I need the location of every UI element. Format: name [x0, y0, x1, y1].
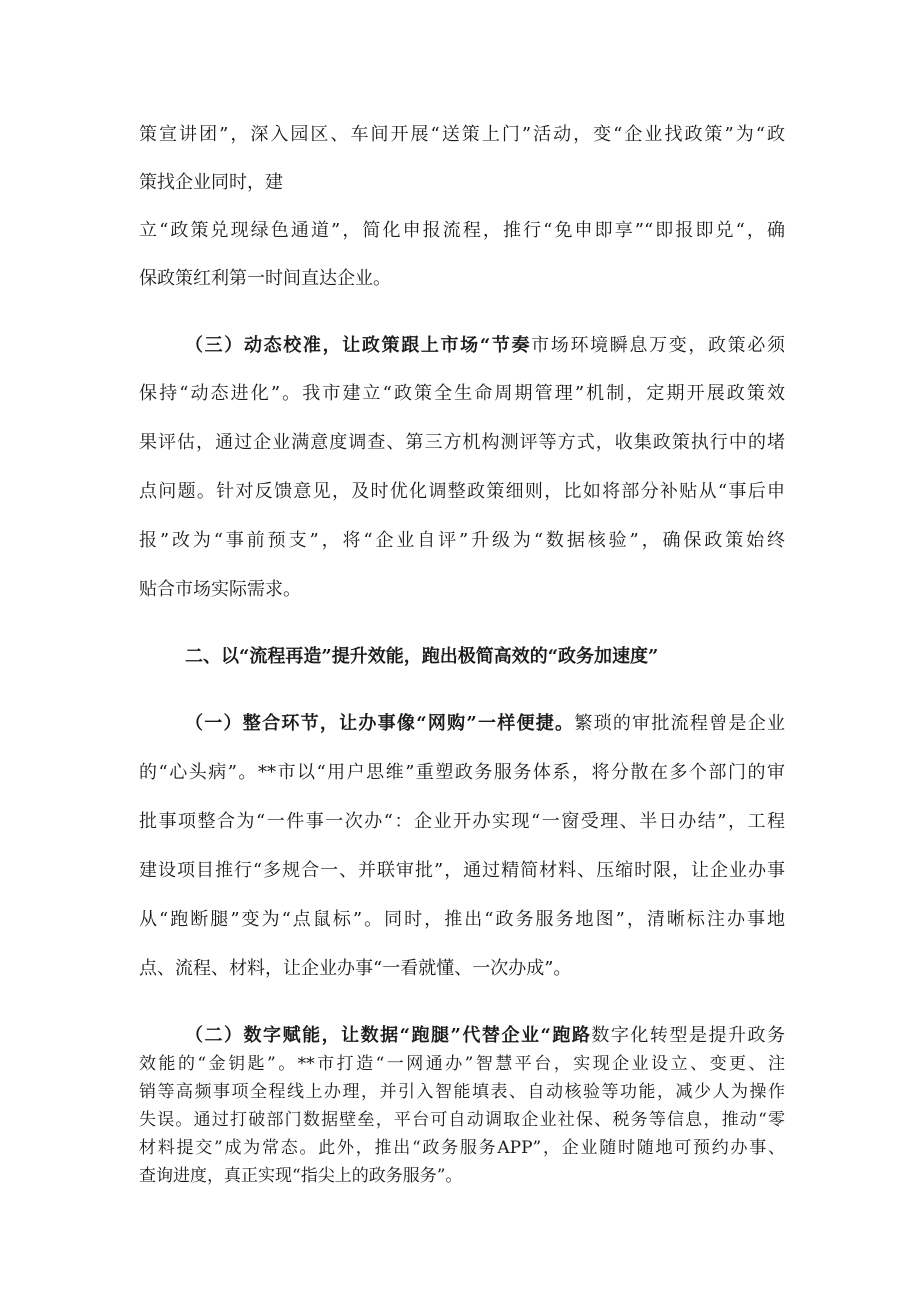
text-line: 查询进度，真正实现“指尖上的政务服务”。	[139, 1166, 463, 1186]
text-line	[185, 334, 785, 358]
text-line	[185, 1024, 785, 1048]
text-line: 果评估，通过企业满意度调查、第三方机构测评等方式，收集政策执行中的堵	[139, 432, 785, 453]
text-line: 材料提交”成为常态。此外，推出“政务服务APP”，企业随时随地可预约办事、	[139, 1138, 785, 1158]
text-line: 报”改为“事前预支”，将“企业自评”升级为“数据核验”，确保政策始终	[139, 530, 785, 551]
text-span: 繁琐的审批流程曾是企业	[574, 713, 785, 734]
text-span: 数字化转型是提升政务	[591, 1025, 786, 1046]
text-line: 建设项目推行“多规合一、并联审批”，通过精简材料、压缩时限，让企业办事	[139, 860, 785, 881]
text-line: 的“心头病”。**市以“用户思维”重塑政务服务体系，将分散在多个部门的审	[139, 762, 785, 783]
text-line: 策找企业同时，建	[139, 172, 283, 193]
text-line: 立“政策兑现绿色通道”，简化申报流程，推行“免申即享”“即报即兑“，确	[139, 220, 785, 241]
subsection-heading: （二）数字赋能，让数据“跑腿”代替企业“跑路	[185, 1025, 592, 1046]
text-span: 市场环境瞬息万变，政策必须	[531, 335, 785, 356]
text-line: 贴合市场实际需求。	[139, 579, 301, 600]
text-line: 保持“动态进化”。我市建立“政策全生命周期管理”机制，定期开展政策效	[139, 383, 785, 404]
text-line: 点、流程、材料，让企业办事“一看就懂、一次办成”。	[139, 958, 572, 979]
text-line: 销等高频事项全程线上办理，并引入智能填表、自动核验等功能，减少人为操作	[139, 1082, 785, 1102]
subsection-heading: （三）动态校准，让政策跟上市场“节奏	[185, 335, 532, 356]
text-line: 保政策红利第一时间直达企业。	[139, 268, 391, 289]
section-title: 二、以“流程再造”提升效能，跑出极简高效的“政务加速度”	[185, 646, 659, 667]
text-line: 点问题。针对反馈意见，及时优化调整政策细则，比如将部分补贴从“事后申	[139, 481, 785, 502]
text-line: 从“跑断腿”变为“点鼠标”。同时，推出“政务服务地图”，清晰标注办事地	[139, 909, 785, 930]
text-line: 效能的“金钥匙”。**市打造“一网通办”智慧平台，实现企业设立、变更、注	[139, 1054, 785, 1074]
text-line: 策宣讲团”，深入园区、车间开展“送策上门”活动，变“企业找政策”为“政	[139, 124, 785, 145]
subsection-heading: （一）整合环节，让办事像“网购”一样便捷。	[185, 713, 575, 734]
text-line: 批事项整合为“一件事一次办“：企业开办实现“一窗受理、半日办结”，工程	[139, 811, 785, 832]
text-line: 失误。通过打破部门数据壁垒，平台可自动调取企业社保、税务等信息，推动“零	[139, 1110, 785, 1130]
text-line	[185, 712, 785, 736]
